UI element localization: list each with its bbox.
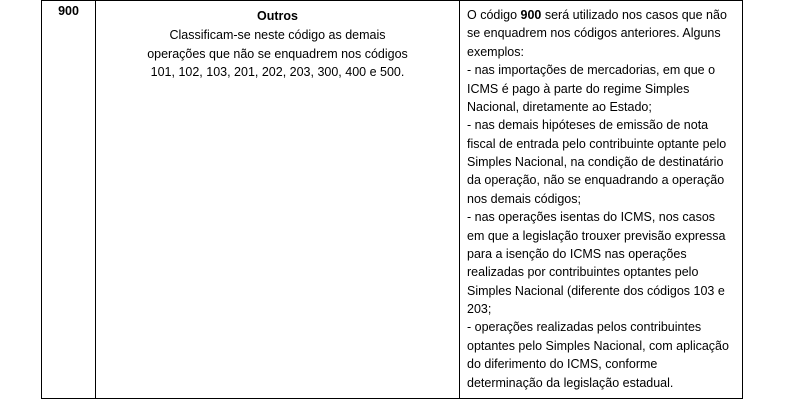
code-value: 900 xyxy=(58,4,79,18)
description-block xyxy=(96,1,459,87)
description-title: Outros xyxy=(257,9,298,23)
cell-notes xyxy=(460,1,743,399)
description-line: operações que não se enquadrem nos códigos xyxy=(147,46,408,61)
notes-item: - nas demais hipóteses de emissão de nota fiscal de entrada pelo contribuinte optante pelo Simples Nacional, na condição de destinatário da operação, não se enquadrando a operação nos demais códigos; xyxy=(467,118,727,206)
notes-item: - nas operações isentas do ICMS, nos casos em que a legislação trouxer previsão expressa para a isenção do ICMS nas operações realizadas por contribuintes optantes pelo Simples Nacional (diferente dos códigos 103 e 203; xyxy=(467,210,726,316)
notes-item: - nas importações de mercadorias, em que o ICMS é pago à parte do regime Simples Nacional, diretamente ao Estado; xyxy=(467,63,716,114)
description-body xyxy=(104,26,451,81)
description-line: Classificam-se neste código as demais xyxy=(169,28,386,43)
cell-code xyxy=(42,1,96,399)
notes-intro-after: será utilizado nos casos que não se enquadrem nos códigos anteriores. Alguns exemplos: xyxy=(467,8,727,59)
notes-item: - operações realizadas pelos contribuintes optantes pelo Simples Nacional, com aplicação do diferimento do ICMS, conforme determinação da legislação estadual. xyxy=(467,320,729,390)
cell-description xyxy=(96,1,460,399)
notes-block xyxy=(460,1,742,398)
notes-intro-before: O código xyxy=(467,8,521,22)
notes-intro xyxy=(467,6,735,61)
description-line: 101, 102, 103, 201, 202, 203, 300, 400 e 500. xyxy=(150,64,405,79)
csosn-table xyxy=(41,0,743,399)
notes-intro-code: 900 xyxy=(520,8,542,22)
table-body xyxy=(42,1,743,399)
table-row xyxy=(42,1,743,399)
